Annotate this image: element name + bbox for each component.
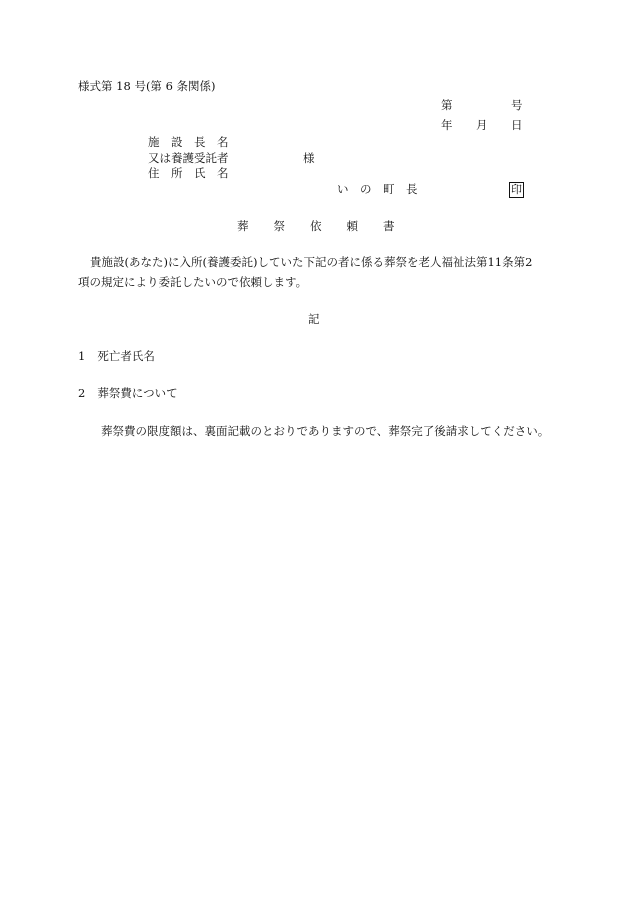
form-number: 様式第 18 号(第 6 条関係) (78, 79, 216, 93)
ki-heading: 記 (308, 312, 320, 326)
recipient-honorific: 様 (303, 151, 315, 165)
date-year: 年 (441, 118, 453, 132)
item-2 (78, 387, 178, 401)
recipient-facility-head: 施 設 長 名 (148, 135, 229, 149)
document-number-prefix: 第 (441, 98, 453, 112)
date-month: 月 (476, 118, 488, 132)
title-char-3: 依 (310, 219, 322, 233)
recipient-address-name: 住 所 氏 名 (148, 166, 229, 180)
sender-name: い の 町 長 (337, 182, 418, 196)
seal-mark: 印 (511, 183, 522, 196)
title-char-1: 葬 (237, 219, 249, 233)
document-number-suffix: 号 (511, 98, 523, 112)
item-2-number: 2 (78, 386, 86, 400)
document-title (237, 220, 395, 234)
funeral-cost-note: 葬祭費の限度額は、裏面記載のとおりでありますので、葬祭完了後請求してください。 (101, 424, 550, 438)
item-1 (78, 350, 155, 364)
body-line-1: 貴施設(あなた)に入所(養護委託)していた下記の者に係る葬祭を老人福祉法第11条第2 (90, 255, 533, 269)
item-1-number: 1 (78, 349, 86, 363)
item-1-label: 死亡者氏名 (97, 349, 155, 363)
date-day: 日 (511, 118, 523, 132)
body-line-2: 項の規定により委託したいので依頼します。 (78, 275, 308, 289)
recipient-foster-caregiver: 又は養護受託者 (148, 151, 229, 165)
title-char-5: 書 (383, 219, 395, 233)
title-char-4: 頼 (346, 219, 358, 233)
title-char-2: 祭 (273, 219, 285, 233)
item-2-label: 葬祭費について (97, 386, 178, 400)
